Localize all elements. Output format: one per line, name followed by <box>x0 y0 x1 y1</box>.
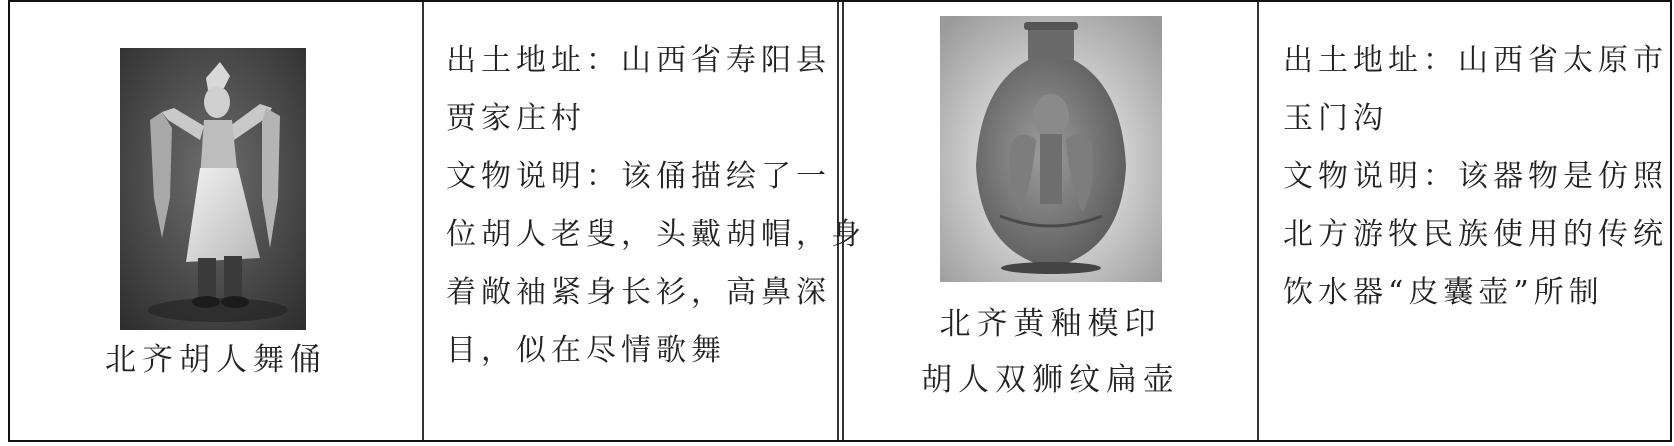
artifact-2-image-cell <box>844 2 1257 440</box>
dancer-figurine-photo-icon <box>120 48 306 330</box>
artifact-2-description-cell <box>1259 2 1672 440</box>
artifact-2-caption <box>844 296 1257 408</box>
description-line: 位胡人老叟，头戴胡帽，身 <box>446 217 866 252</box>
caption-line: 胡人双狮纹扁壶 <box>921 362 1180 398</box>
description-line: 文物说明：该俑描绘了一 <box>446 159 831 194</box>
caption-line: 北齐胡人舞俑 <box>105 342 327 378</box>
artifact-2-description <box>1283 32 1668 322</box>
description-line: 出土地址：山西省太原市 <box>1283 43 1668 78</box>
description-line: 目，似在尽情歌舞 <box>446 333 726 368</box>
description-line: 出土地址：山西省寿阳县 <box>446 43 831 78</box>
flat-flask-photo-icon <box>940 16 1162 282</box>
artifact-1-image-cell <box>10 2 422 440</box>
description-line: 贾家庄村 <box>446 101 586 136</box>
description-line: 玉门沟 <box>1283 101 1388 136</box>
artifact-1-description-cell <box>424 2 866 440</box>
description-line: 文物说明：该器物是仿照 <box>1283 159 1668 194</box>
description-line: 着敞袖紧身长衫，高鼻深 <box>446 275 831 310</box>
caption-line: 北齐黄釉模印 <box>939 306 1162 342</box>
description-line: 北方游牧民族使用的传统 <box>1283 217 1668 252</box>
description-line: 饮水器“皮囊壶”所制 <box>1283 275 1604 310</box>
artifact-1-caption <box>10 332 422 388</box>
artifact-table <box>8 0 1672 442</box>
artifact-1-description <box>446 32 866 380</box>
